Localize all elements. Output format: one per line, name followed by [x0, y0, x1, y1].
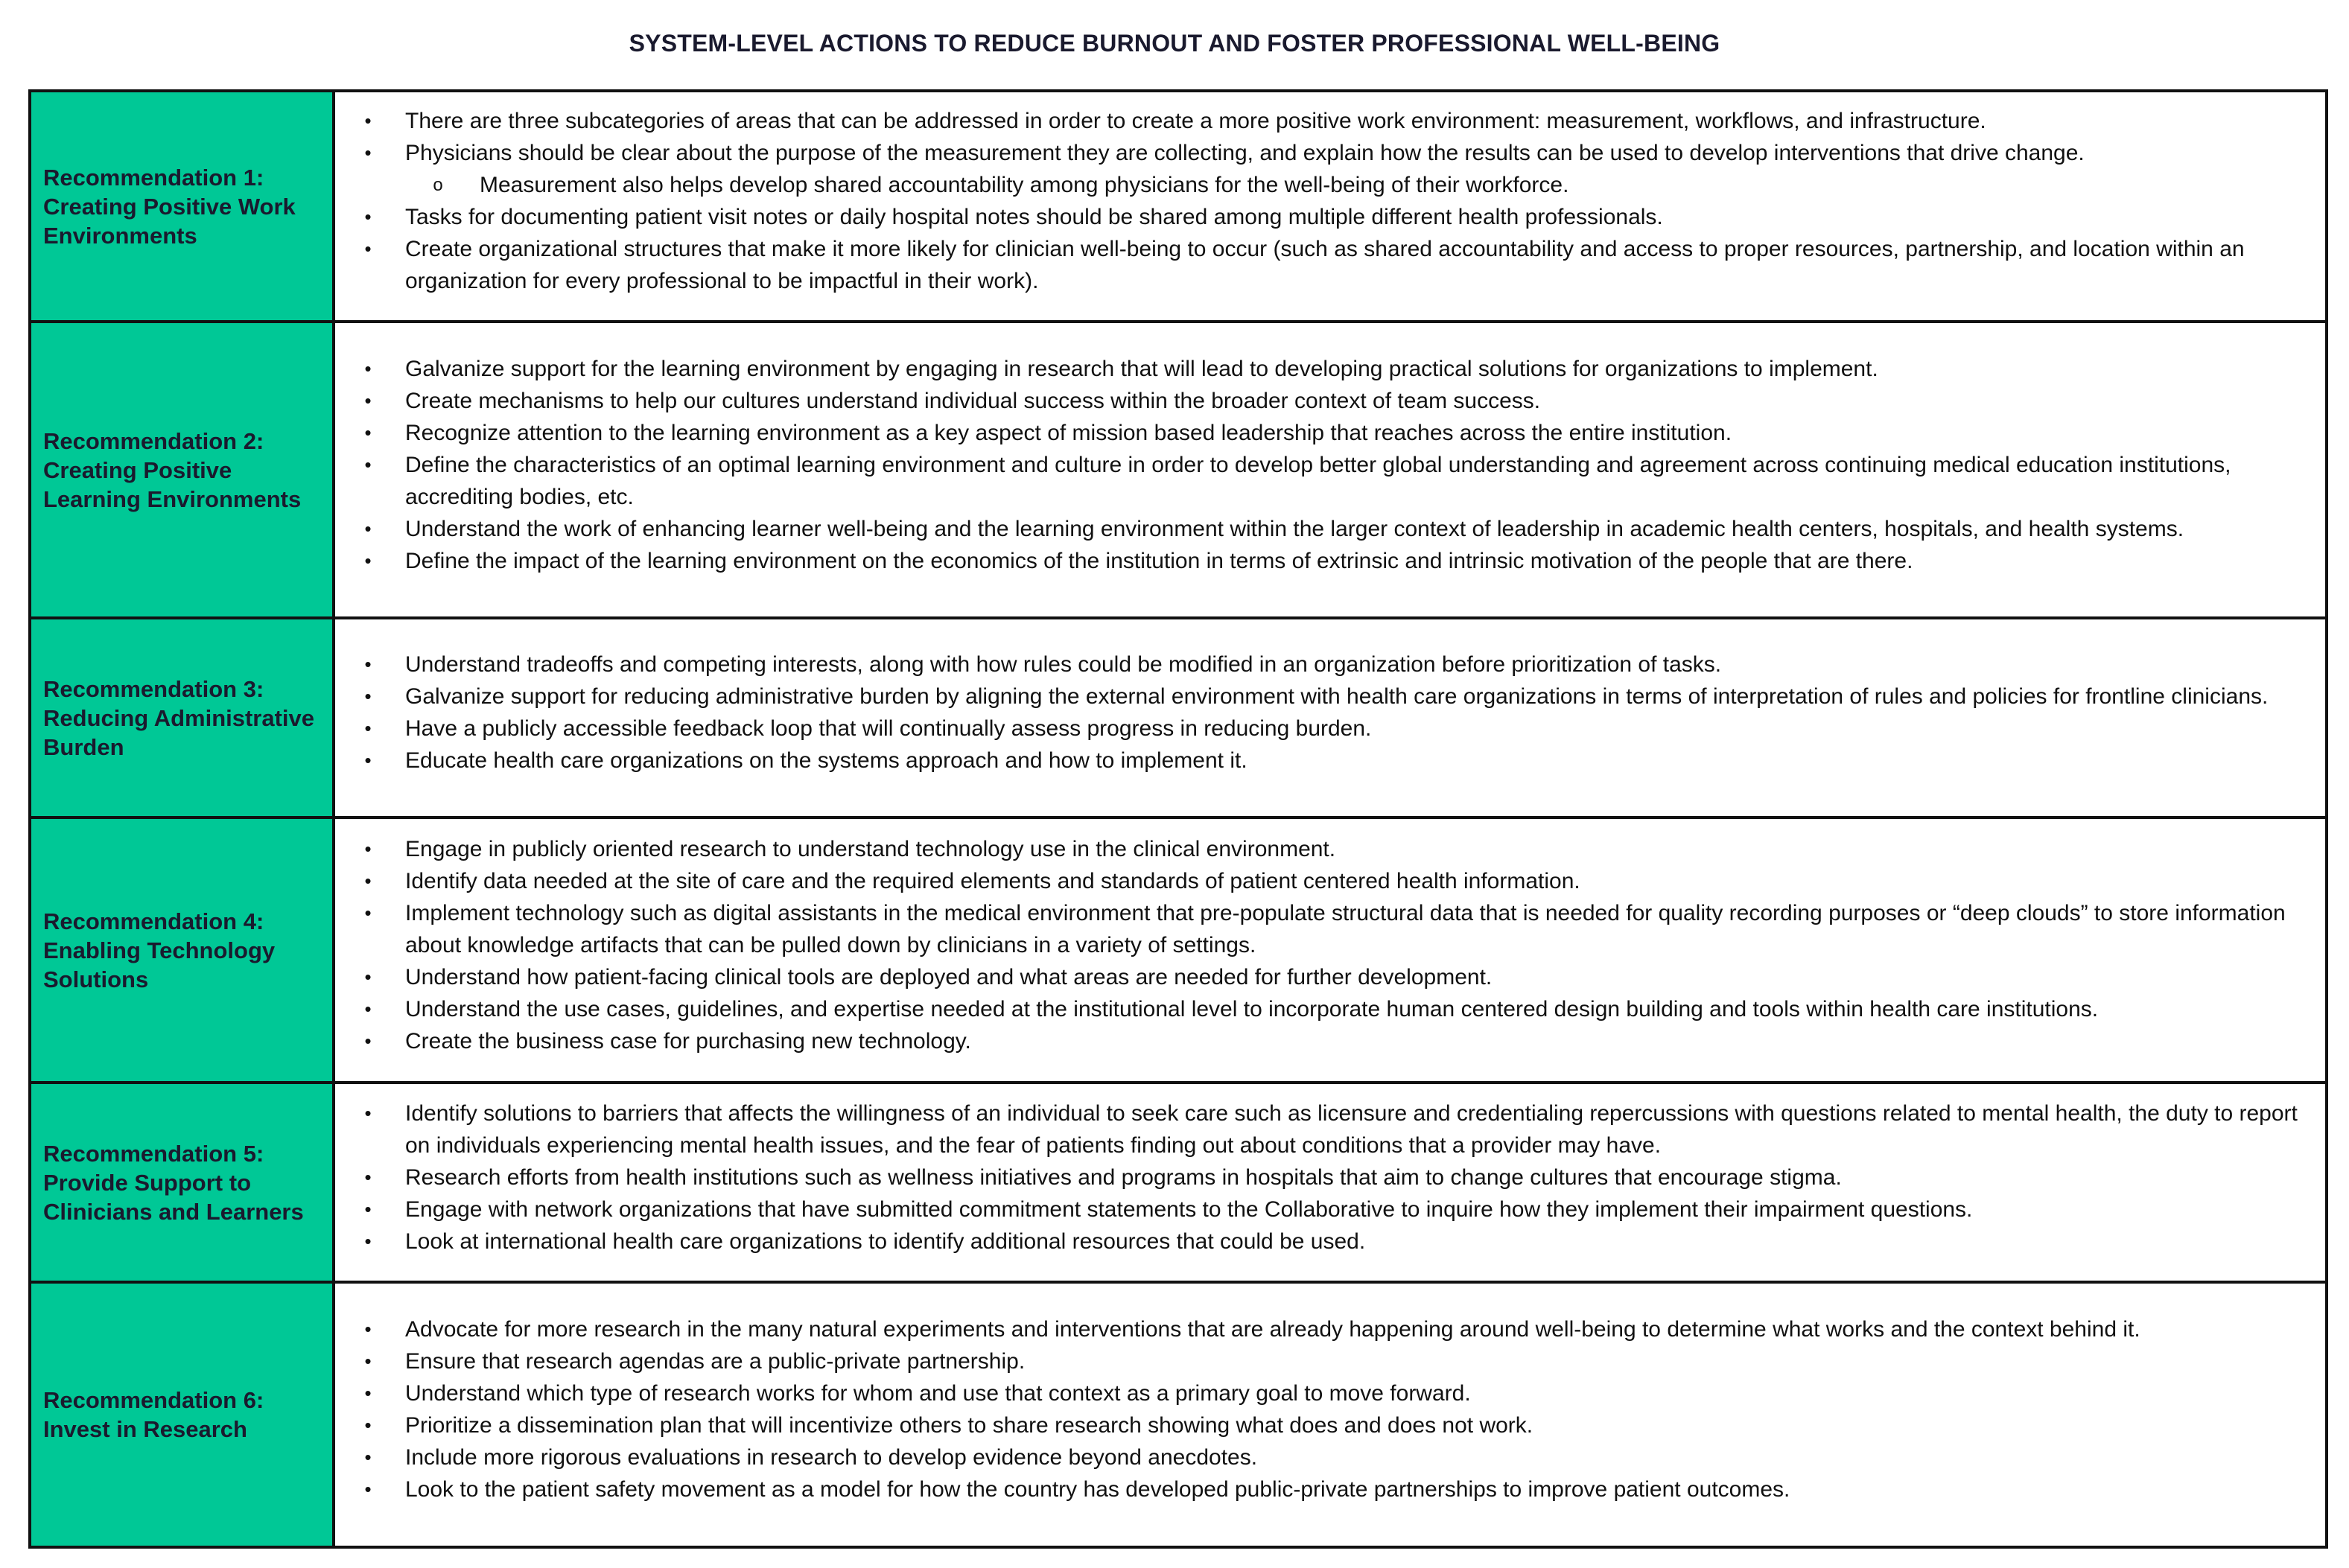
list-item	[350, 713, 2307, 745]
recommendation-label: Recommendation 1: Creating Positive Work Environments	[30, 91, 334, 322]
list-item	[350, 993, 2307, 1025]
list-item-text: Understand how patient-facing clinical tools are deployed and what areas are needed for further development.	[405, 964, 1493, 989]
list-item	[350, 449, 2307, 513]
list-item	[350, 513, 2307, 545]
list-item-text: Engage in publicly oriented research to understand technology use in the clinical environment.	[405, 836, 1336, 861]
bullet-icon: •	[364, 357, 372, 380]
list-item-text: Create mechanisms to help our cultures understand individual success within the broader context of team success.	[405, 388, 1541, 413]
list-item-text: Define the impact of the learning environment on the economics of the institution in terms of extrinsic and intrinsic motivation of the people that are there.	[405, 548, 1913, 573]
list-item	[350, 1226, 2307, 1258]
table-row	[30, 322, 2327, 618]
list-item	[350, 137, 2307, 169]
list-item	[350, 648, 2307, 681]
list-item-text: Ensure that research agendas are a public-private partnership.	[405, 1349, 1026, 1374]
bullet-icon: •	[364, 1229, 372, 1252]
bullet-icon: •	[364, 421, 372, 444]
list-item	[350, 1161, 2307, 1193]
list-item-text: Prioritize a dissemination plan that will incentivize others to share research showing what does and does not work.	[405, 1413, 1533, 1438]
list-item-text: Physicians should be clear about the purpose of the measurement they are collecting, and explain how the results can be used to develop interventions that drive change.	[405, 141, 2085, 165]
list-item-text: Measurement also helps develop shared accountability among physicians for the well-being of their workforce.	[480, 173, 1569, 197]
bullet-icon: •	[364, 1350, 372, 1372]
list-item	[350, 865, 2307, 897]
list-item-text: Advocate for more research in the many natural experiments and interventions that are already happening around well-being to determine what works and the context behind it.	[405, 1317, 2140, 1342]
list-item-text: Research efforts from health institutions such as wellness initiatives and programs in hospitals that aim to change cultures that encourage stigma.	[405, 1164, 1842, 1190]
list-item-text: Tasks for documenting patient visit notes or daily hospital notes should be shared among multiple different health professionals.	[405, 205, 1663, 229]
recommendation-label: Recommendation 6: Invest in Research	[30, 1282, 334, 1547]
bullet-list	[350, 833, 2307, 1057]
list-item-text: Include more rigorous evaluations in research to develop evidence beyond anecdotes.	[405, 1445, 1258, 1470]
bullet-icon: •	[364, 238, 372, 260]
recommendations-table	[28, 89, 2328, 1549]
bullet-icon: •	[364, 653, 372, 675]
bullet-icon: •	[364, 549, 372, 572]
bullet-icon: •	[364, 717, 372, 739]
list-item-text: Define the characteristics of an optimal learning environment and culture in order to develop better global understanding and agreement across continuing medical education institutions, accrediting bodies, etc.	[405, 452, 2231, 509]
list-item	[350, 417, 2307, 449]
list-item-text: Understand the work of enhancing learner well-being and the learning environment within the larger context of leadership in academic health centers, hospitals, and health systems.	[405, 516, 2184, 541]
table-row	[30, 1282, 2327, 1547]
bullet-icon: •	[364, 685, 372, 707]
list-item	[350, 233, 2307, 297]
list-item	[350, 353, 2307, 385]
bullet-icon: •	[364, 1197, 372, 1220]
recommendation-actions	[334, 618, 2327, 818]
bullet-icon: •	[364, 1165, 372, 1188]
list-item	[350, 1377, 2307, 1409]
bullet-icon: •	[364, 1318, 372, 1340]
list-item	[350, 1025, 2307, 1057]
list-item-text: Educate health care organizations on the systems approach and how to implement it.	[405, 748, 1247, 773]
list-item	[350, 1409, 2307, 1441]
bullet-icon: •	[364, 901, 372, 924]
list-item	[350, 201, 2307, 233]
bullet-icon: •	[364, 749, 372, 771]
bullet-icon: •	[364, 997, 372, 1020]
list-item	[350, 961, 2307, 993]
bullet-list	[350, 1313, 2307, 1505]
table-row	[30, 818, 2327, 1083]
bullet-icon: •	[364, 1101, 372, 1124]
sub-bullet-icon: o	[433, 175, 443, 195]
sub-list-item	[350, 169, 2307, 201]
recommendation-label: Recommendation 4: Enabling Technology Solutions	[30, 818, 334, 1083]
list-item	[350, 1193, 2307, 1226]
recommendation-label: Recommendation 3: Reducing Administrative Burden	[30, 618, 334, 818]
bullet-icon: •	[364, 1414, 372, 1436]
list-item-text: Look to the patient safety movement as a model for how the country has developed public-private partnerships to improve patient outcomes.	[405, 1477, 1790, 1502]
recommendation-actions	[334, 1083, 2327, 1282]
bullet-icon: •	[364, 389, 372, 412]
list-item	[350, 1097, 2307, 1161]
list-item-text: Create the business case for purchasing new technology.	[405, 1028, 971, 1054]
recommendation-actions	[334, 91, 2327, 322]
table-row	[30, 91, 2327, 322]
list-item	[350, 1345, 2307, 1377]
list-item-text: Understand tradeoffs and competing interests, along with how rules could be modified in an organization before prioritization of tasks.	[405, 652, 1722, 677]
bullet-list	[350, 353, 2307, 577]
recommendation-label: Recommendation 5: Provide Support to Clinicians and Learners	[30, 1083, 334, 1282]
list-item	[350, 833, 2307, 865]
list-item-text: Identify solutions to barriers that affects the willingness of an individual to seek care such as licensure and credentialing repercussions with questions related to mental health, the duty to report on individuals experiencing mental health issues, and the fear of patients finding out about conditions that a provider may have.	[405, 1100, 2298, 1158]
bullet-icon: •	[364, 1382, 372, 1404]
bullet-icon: •	[364, 141, 372, 164]
recommendation-actions	[334, 1282, 2327, 1547]
list-item-text: Understand the use cases, guidelines, and expertise needed at the institutional level to incorporate human centered design building and tools within health care institutions.	[405, 996, 2099, 1022]
bullet-icon: •	[364, 869, 372, 892]
list-item-text: Have a publicly accessible feedback loop that will continually assess progress in reducing burden.	[405, 716, 1372, 741]
bullet-icon: •	[364, 1478, 372, 1500]
bullet-list	[350, 1097, 2307, 1258]
bullet-icon: •	[364, 965, 372, 988]
recommendation-actions	[334, 322, 2327, 618]
page-title: SYSTEM-LEVEL ACTIONS TO REDUCE BURNOUT AND FOSTER PROFESSIONAL WELL-BEING	[629, 30, 1720, 57]
list-item-text: Implement technology such as digital assistants in the medical environment that pre-populate structural data that is needed for quality recording purposes or “deep clouds” to store information about knowledge artifacts that can be pulled down by clinicians in a variety of settings.	[405, 900, 2286, 957]
bullet-list	[350, 105, 2307, 297]
list-item	[350, 1313, 2307, 1345]
bullet-icon: •	[364, 109, 372, 132]
bullet-icon: •	[364, 453, 372, 476]
list-item-text: Identify data needed at the site of care and the required elements and standards of patient centered health information.	[405, 868, 1580, 893]
recommendation-actions	[334, 818, 2327, 1083]
table-row	[30, 1083, 2327, 1282]
list-item	[350, 745, 2307, 777]
recommendation-label: Recommendation 2: Creating Positive Learning Environments	[30, 322, 334, 618]
list-item-text: Galvanize support for the learning environment by engaging in research that will lead to developing practical solutions for organizations to implement.	[405, 356, 1878, 381]
bullet-icon: •	[364, 1029, 372, 1052]
list-item	[350, 545, 2307, 577]
bullet-icon: •	[364, 205, 372, 228]
list-item	[350, 897, 2307, 961]
list-item-text: There are three subcategories of areas that can be addressed in order to create a more positive work environment: measurement, workflows, and infrastructure.	[405, 109, 1986, 133]
list-item	[350, 1441, 2307, 1473]
list-item-text: Recognize attention to the learning environment as a key aspect of mission based leadership that reaches across the entire institution.	[405, 420, 1732, 445]
bullet-icon: •	[364, 1446, 372, 1468]
bullet-icon: •	[364, 837, 372, 860]
bullet-list	[350, 648, 2307, 777]
list-item-text: Create organizational structures that make it more likely for clinician well-being to occur (such as shared accountability and access to proper resources, partnership, and location within an organization for every professional to be impactful in their work).	[405, 237, 2245, 293]
list-item-text: Engage with network organizations that have submitted commitment statements to the Collaborative to inquire how they implement their impairment questions.	[405, 1196, 1973, 1222]
list-item	[350, 681, 2307, 713]
list-item	[350, 385, 2307, 417]
bullet-icon: •	[364, 517, 372, 540]
table-row	[30, 618, 2327, 818]
list-item	[350, 1473, 2307, 1505]
list-item	[350, 105, 2307, 137]
list-item-text: Galvanize support for reducing administrative burden by aligning the external environment with health care organizations in terms of interpretation of rules and policies for frontline clinicians.	[405, 684, 2269, 709]
list-item-text: Look at international health care organizations to identify additional resources that could be used.	[405, 1228, 1366, 1254]
list-item-text: Understand which type of research works for whom and use that context as a primary goal to move forward.	[405, 1381, 1471, 1406]
